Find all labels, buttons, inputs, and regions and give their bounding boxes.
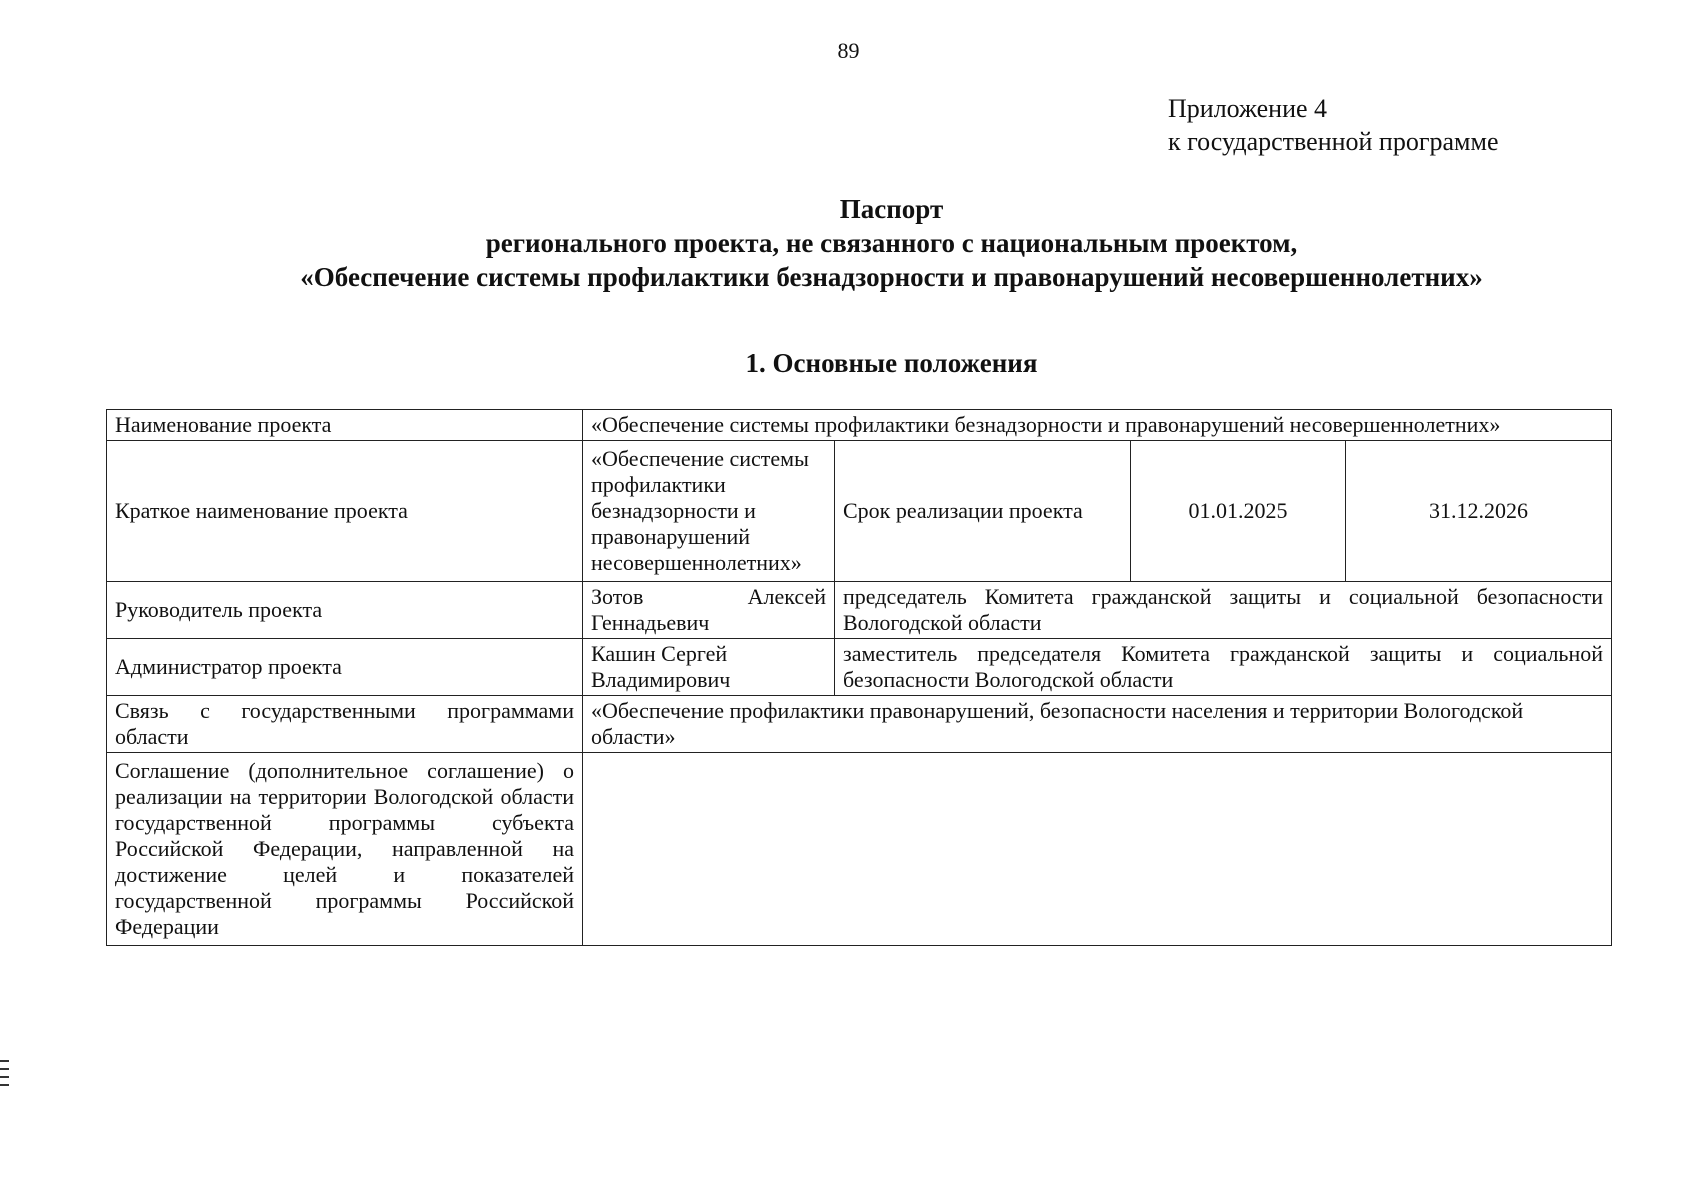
document-title — [100, 192, 1683, 294]
margin-marks — [0, 1060, 10, 1092]
title-line-2: регионального проекта, не связанного с национальным проектом, — [485, 228, 1298, 258]
table-row — [107, 753, 1612, 946]
appendix-note — [1168, 92, 1499, 158]
leader-position: председатель Комитета гражданской защиты и социальной безопасности Вологодской области — [835, 582, 1612, 639]
admin-label: Администратор проекта — [107, 639, 583, 696]
table-row — [107, 582, 1612, 639]
leader-name: Зотов Алексей Геннадьевич — [583, 582, 835, 639]
programs-label: Связь с государственными программами области — [107, 696, 583, 753]
table-row — [107, 639, 1612, 696]
appendix-line-1: Приложение 4 — [1168, 94, 1328, 123]
agreement-label: Соглашение (дополнительное соглашение) о реализации на территории Вологодской области государственной программы субъекта Российской Федерации, направленной на достижение целей и показателей государственной программы Российской Федерации — [107, 753, 583, 946]
period-start: 01.01.2025 — [1131, 441, 1346, 582]
admin-position: заместитель председателя Комитета гражданской защиты и социальной безопасности Вологодской области — [835, 639, 1612, 696]
programs-value: «Обеспечение профилактики правонарушений, безопасности населения и территории Вологодской области» — [583, 696, 1612, 753]
section-title: 1. Основные положения — [745, 348, 1038, 378]
short-name-label: Краткое наименование проекта — [107, 441, 583, 582]
project-name-label: Наименование проекта — [107, 410, 583, 441]
passport-table — [106, 409, 1612, 946]
period-label: Срок реализации проекта — [835, 441, 1131, 582]
table-row — [107, 410, 1612, 441]
admin-name: Кашин Сергей Владимирович — [583, 639, 835, 696]
table-row — [107, 441, 1612, 582]
short-name-value: «Обеспечение системы профилактики безнадзорности и правонарушений несовершеннолетних» — [583, 441, 835, 582]
period-end: 31.12.2026 — [1346, 441, 1612, 582]
title-line-3: «Обеспечение системы профилактики безнадзорности и правонарушений несовершеннолетних» — [300, 262, 1483, 292]
appendix-line-2: к государственной программе — [1168, 127, 1499, 156]
page-number: 89 — [837, 38, 860, 63]
leader-label: Руководитель проекта — [107, 582, 583, 639]
agreement-value — [583, 753, 1612, 946]
table-row — [107, 696, 1612, 753]
title-line-1: Паспорт — [839, 194, 944, 224]
project-name-value: «Обеспечение системы профилактики безнадзорности и правонарушений несовершеннолетних» — [583, 410, 1612, 441]
